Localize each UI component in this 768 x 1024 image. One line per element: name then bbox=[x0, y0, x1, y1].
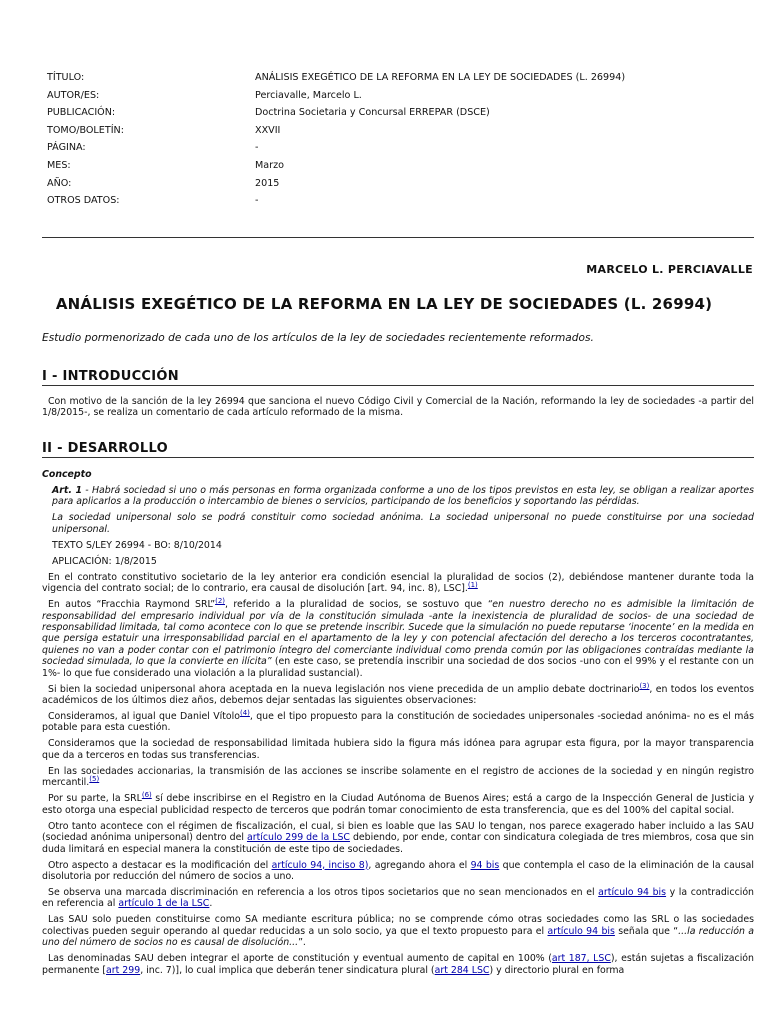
text-span: . bbox=[209, 898, 213, 910]
text-span: debiendo, por ende, contar con sindicatura colegiada de tres miembros, cosa que sin duda limitará en especial manera la constitución de este tipo de sociedades. bbox=[42, 832, 754, 855]
text-span: que contempla el caso de la eliminación de la causal disolutoria por reducción del número de socios a uno. bbox=[42, 859, 754, 882]
meta-value: Marzo bbox=[255, 159, 285, 171]
article-1-paragraph-2: La sociedad unipersonal solo se podrá constituir como sociedad anónima. La sociedad unipersonal no puede constituirse por una sociedad unipersonal. bbox=[52, 512, 754, 535]
footnote-link-4[interactable]: (4) bbox=[239, 708, 250, 717]
meta-label: TÍTULO: bbox=[47, 72, 85, 83]
paragraph-1 bbox=[42, 572, 754, 595]
paragraph-10 bbox=[42, 887, 754, 910]
article-1-text bbox=[52, 485, 754, 508]
article-1-body: - Habrá sociedad si uno o más personas en forma organizada conforme a uno de los tipos previstos en esta ley, se obligan a realizar aportes para aplicarlos a la producción o intercambio de bienes o servicios, participando de los beneficios y soportando las pérdidas. bbox=[52, 485, 754, 508]
text-span: Las SAU solo pueden constituirse como SA mediante escritura pública; no se comprende cómo otras sociedades como las SRL o las sociedades colectivas pueden seguir operando al quedar reducidas a un solo socio, ya que el texto propuesto para el bbox=[42, 914, 754, 937]
text-span: En autos “Fracchia Raymond SRL” bbox=[48, 599, 216, 611]
paragraph-9 bbox=[42, 860, 754, 883]
link-article-94-inc-8[interactable]: artículo 94, inciso 8) bbox=[271, 859, 369, 871]
paragraph-11 bbox=[42, 914, 754, 948]
meta-row bbox=[47, 157, 747, 175]
horizontal-rule bbox=[42, 237, 754, 238]
text-span: , referido a la pluralidad de socios, se sostuvo que bbox=[225, 599, 488, 611]
paragraph-12 bbox=[42, 953, 754, 976]
author-name: MARCELO L. PERCIAVALLE bbox=[586, 263, 753, 276]
text-span: , en todos los eventos académicos de los últimos diez años, debemos dejar sentadas las siguientes observaciones: bbox=[42, 683, 754, 707]
footnote-link-5[interactable]: (5) bbox=[89, 775, 100, 784]
metadata-table bbox=[47, 69, 747, 210]
meta-label: MES: bbox=[47, 159, 71, 171]
meta-value: Doctrina Societaria y Concursal ERREPAR (DSCE) bbox=[255, 107, 490, 119]
meta-row bbox=[47, 139, 747, 157]
text-span: señala que “ bbox=[614, 925, 679, 937]
meta-value: ANÁLISIS EXEGÉTICO DE LA REFORMA EN LA LEY DE SOCIEDADES (L. 26994) bbox=[255, 72, 626, 83]
meta-value: 2015 bbox=[255, 177, 280, 189]
link-article-94-bis[interactable]: artículo 94 bis bbox=[598, 886, 667, 898]
text-span: y la contradicción en referencia al bbox=[42, 886, 755, 910]
paragraph-6 bbox=[42, 766, 754, 789]
meta-row bbox=[47, 192, 747, 210]
text-span: Otro tanto acontece con el régimen de fiscalización, el cual, si bien es loable que las SAU lo tengan, nos parece exagerado haber incluido a las SAU (sociedad anónima unipersonal) dentro del bbox=[42, 820, 754, 844]
text-span: ), están sujetas a fiscalización permanente [ bbox=[42, 953, 754, 976]
link-art-299[interactable]: art 299 bbox=[106, 964, 141, 976]
footnote-link-6[interactable]: (6) bbox=[141, 791, 152, 800]
paragraph-1-text: En el contrato constitutivo societario de la ley anterior era condición esencial la pluralidad de socios (2), debiéndose mantener durante toda la vigencia del contrato social; de lo contrario, era causal de disolución [art. 94, inc. 8), LSC]. bbox=[42, 571, 754, 595]
intro-content bbox=[42, 396, 754, 423]
link-article-1[interactable]: artículo 1 de la LSC bbox=[118, 898, 210, 910]
meta-row bbox=[47, 87, 747, 105]
text-span: Si bien la sociedad unipersonal ahora aceptada en la nueva legislación nos viene precedida de un amplio debate doctrinario bbox=[48, 683, 640, 695]
link-94-bis[interactable]: 94 bis bbox=[470, 859, 500, 871]
paragraph-8 bbox=[42, 821, 754, 855]
meta-row bbox=[47, 175, 747, 193]
text-span: , agregando ahora el bbox=[368, 859, 471, 871]
meta-row bbox=[47, 69, 747, 87]
link-article-299[interactable]: artículo 299 de la LSC bbox=[246, 832, 350, 844]
desarrollo-content bbox=[42, 469, 754, 981]
meta-value: - bbox=[255, 195, 259, 207]
paragraph-2 bbox=[42, 599, 754, 679]
paragraph-4 bbox=[42, 708, 754, 734]
document-title: ANÁLISIS EXEGÉTICO DE LA REFORMA EN LA LEY DE SOCIEDADES (L. 26994) bbox=[55, 295, 713, 313]
paragraph-3 bbox=[42, 681, 754, 707]
aplicacion: APLICACIÓN: 1/8/2015 bbox=[52, 555, 157, 567]
article-1-label: Art. 1 bbox=[52, 485, 83, 496]
footnote-link-3[interactable]: (3) bbox=[639, 681, 650, 690]
meta-value: - bbox=[255, 142, 259, 154]
meta-label: OTROS DATOS: bbox=[47, 195, 120, 207]
text-span: Se observa una marcada discriminación en referencia a los otros tipos societarios que no sean mencionados en el bbox=[48, 886, 599, 898]
section-heading-desarrollo: II - DESARROLLO bbox=[42, 441, 754, 458]
section-heading-introduccion: I - INTRODUCCIÓN bbox=[42, 369, 754, 386]
link-article-94-bis-2[interactable]: artículo 94 bis bbox=[547, 925, 615, 937]
link-art-284[interactable]: art 284 LSC bbox=[434, 964, 490, 976]
meta-label: TOMO/BOLETÍN: bbox=[47, 124, 124, 136]
meta-value: XXVII bbox=[255, 124, 281, 136]
text-span: Consideramos, al igual que Daniel Vítolo bbox=[48, 711, 240, 723]
text-span: Otro aspecto a destacar es la modificación del bbox=[48, 859, 272, 871]
footnote-link-2[interactable]: (2) bbox=[215, 597, 226, 606]
text-span: sí debe inscribirse en el Registro en la Ciudad Autónoma de Buenos Aires; está a cargo de la Inspección General de Justicia y esto otorga una especial publicidad respecto de terceros que podrán tomar conocimiento de esta transferencia, que es del 100% del capital social. bbox=[42, 793, 755, 816]
text-span: Las denominadas SAU deben integrar el aporte de constitución y eventual aumento de capital en 100% ( bbox=[48, 953, 552, 965]
meta-label: PUBLICACIÓN: bbox=[47, 107, 116, 119]
meta-row bbox=[47, 104, 747, 122]
text-span: , inc. 7)], lo cual implica que deberán tener sindicatura plural ( bbox=[140, 964, 435, 976]
text-span: , que el tipo propuesto para la constitución de sociedades unipersonales -sociedad anónima- no es el más potable para esta cuestión. bbox=[42, 711, 754, 734]
concepto-heading: Concepto bbox=[42, 469, 92, 480]
text-span: Por su parte, la SRL bbox=[48, 793, 142, 805]
document-subtitle: Estudio pormenorizado de cada uno de los artículos de la ley de sociedades recientemente reformados. bbox=[42, 332, 594, 344]
meta-label: PÁGINA: bbox=[47, 142, 86, 154]
meta-label: AUTOR/ES: bbox=[47, 89, 100, 101]
quote-italic: ...la reducción a uno del número de socios no es causal de disolución... bbox=[42, 925, 754, 949]
link-art-187[interactable]: art 187, LSC bbox=[551, 953, 611, 965]
footnote-link-1[interactable]: (1) bbox=[467, 581, 478, 590]
quote-italic: “en nuestro derecho no es admisible la limitación de responsabilidad del empresario individual por vía de la constitución simulada -ante la inexistencia de pluralidad de socios- de una sociedad de responsabilidad limitada, tal como acontece con lo que se pretende inscribir. Sucede que la simulación no puede reputarse ‘inocente’ en la medida en que persiga estatuir una irresponsabilidad parcial en el apartamento de la ley y con potencial afectación del derecho a los terceros cocontratantes, quienes no van a poder contar con el patrimonio íntegro del comerciante individual como prenda común por las obligaciones contraídas mediante la sociedad simulada, lo que la convierte en ilícita” bbox=[42, 599, 755, 668]
paragraph-7 bbox=[42, 793, 754, 816]
text-span: (en este caso, se pretendía inscribir una sociedad de dos socios -uno con el 99% y el restante con un 1%- lo que fue considerado una violación a la pluralidad sustancial). bbox=[42, 656, 754, 679]
text-span: En las sociedades accionarias, la transmisión de las acciones se inscribe solamente en el registro de acciones de la sociedad y en ningún registro mercantil. bbox=[42, 765, 754, 789]
text-span: ) y directorio plural en forma bbox=[489, 964, 625, 976]
texto-ley: TEXTO S/LEY 26994 - BO: 8/10/2014 bbox=[52, 539, 222, 551]
intro-paragraph: Con motivo de la sanción de la ley 26994 que sanciona el nuevo Código Civil y Comercial de la Nación, reformando la ley de sociedades -a partir del 1/8/2015-, se realiza un comentario de cada artículo reformado de la misma. bbox=[42, 396, 754, 419]
paragraph-5: Consideramos que la sociedad de responsabilidad limitada hubiera sido la figura más idónea para agrupar esta figura, por la mayor transparencia que da a terceros en todas sus transferencias. bbox=[42, 738, 754, 761]
meta-label: AÑO: bbox=[47, 177, 72, 189]
meta-value: Perciavalle, Marcelo L. bbox=[255, 89, 362, 101]
text-span: ”. bbox=[298, 937, 306, 949]
meta-row bbox=[47, 122, 747, 140]
